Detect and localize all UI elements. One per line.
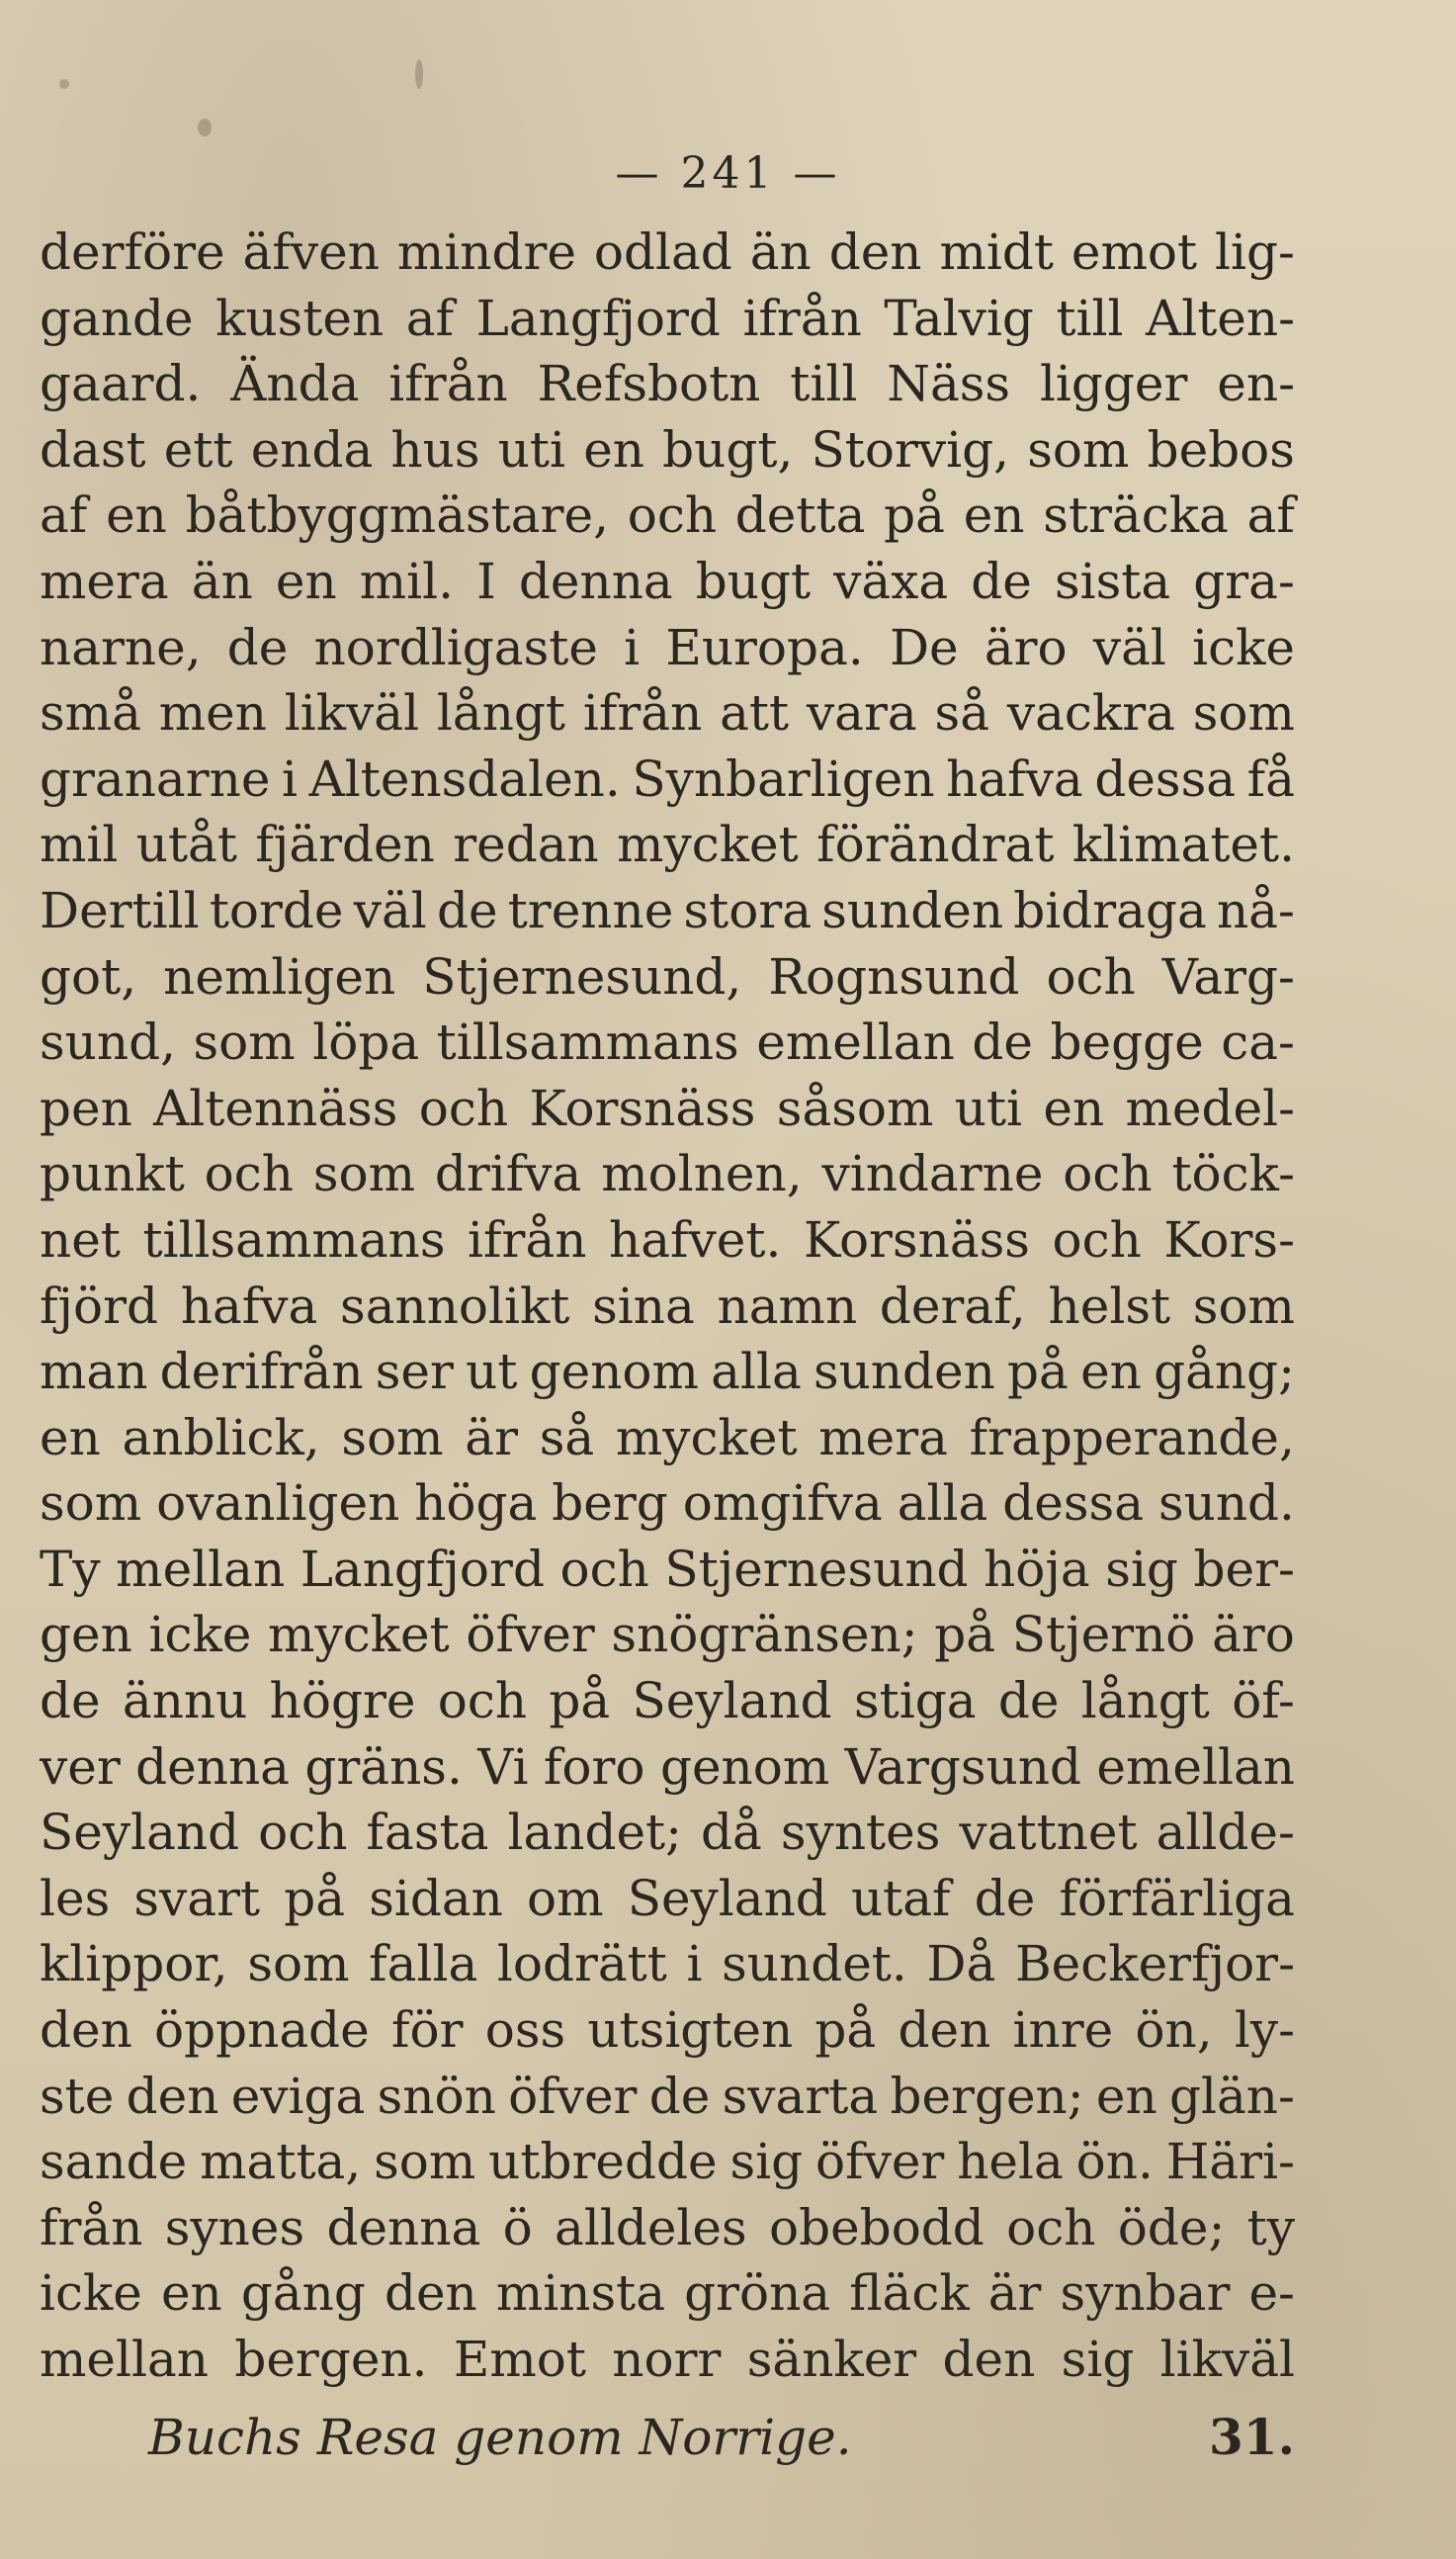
text-line: ste den eviga snön öfver de svarta bergen; en glän- — [40, 2067, 1295, 2125]
text-line: mellan bergen. Emot norr sänker den sig likväl — [40, 2331, 1295, 2388]
paper-spot — [415, 59, 423, 89]
text-line: ver denna gräns. Vi foro genom Vargsund emellan — [40, 1737, 1295, 1796]
text-line: mil utåt fjärden redan mycket förändrat klimatet. — [40, 816, 1295, 874]
text-line: Seyland och fasta landet; då syntes vattnet allde- — [40, 1804, 1295, 1862]
text-line: klippor, som falla lodrätt i sundet. Då Beckerfjor- — [40, 1935, 1295, 1993]
text-line: gaard. Ända ifrån Refsbotn till Näss ligger en- — [40, 355, 1295, 413]
text-line: les svart på sidan om Seyland utaf de förfärliga — [40, 1869, 1295, 1927]
text-line: mera än en mil. I denna bugt växa de sista gra- — [40, 552, 1295, 610]
text-line: Dertill torde väl de trenne stora sunden bidraga nå- — [40, 881, 1295, 939]
text-line: fjörd hafva sannolikt sina namn deraf, helst som — [40, 1277, 1295, 1335]
text-line: de ännu högre och på Seyland stiga de långt öf- — [40, 1672, 1295, 1730]
text-line: pen Altennäss och Korsnäss såsom uti en medel- — [40, 1079, 1295, 1137]
paper-spot — [59, 79, 69, 89]
text-line: från synes denna ö alldeles obebodd och öde; ty — [40, 2198, 1295, 2256]
text-line: den öppnade för oss utsigten på den inre ön, ly- — [40, 2001, 1295, 2060]
text-line: net tillsammans ifrån hafvet. Korsnäss och Kors- — [40, 1210, 1295, 1269]
page-number-header: — 241 — — [615, 148, 841, 199]
footer-title: Buchs Resa genom Norrige. — [148, 2409, 852, 2466]
text-line: icke en gång den minsta gröna fläck är synbar e- — [40, 2264, 1295, 2323]
text-line: en anblick, som är så mycket mera frapperande, — [40, 1408, 1295, 1466]
text-line: af en båtbyggmästare, och detta på en sträcka af — [40, 486, 1295, 545]
text-line: sund, som löpa tillsammans emellan de begge ca- — [40, 1014, 1295, 1072]
paper-spot — [198, 119, 212, 136]
page-footer — [148, 2408, 1295, 2466]
text-line: Ty mellan Langfjord och Stjernesund höja sig ber- — [40, 1540, 1295, 1598]
text-line: sande matta, som utbredde sig öfver hela ön. Häri- — [40, 2133, 1295, 2191]
text-line: gen icke mycket öfver snögränsen; på Stjernö äro — [40, 1606, 1295, 1664]
body-text — [40, 220, 1295, 2393]
text-line: som ovanligen höga berg omgifva alla dessa sund. — [40, 1474, 1295, 1533]
text-line: punkt och som drifva molnen, vindarne och töck- — [40, 1145, 1295, 1203]
text-line: gande kusten af Langfjord ifrån Talvig till Alten- — [40, 289, 1295, 347]
text-line: derföre äfven mindre odlad än den midt emot lig- — [40, 223, 1295, 281]
text-line: narne, de nordligaste i Europa. De äro väl icke — [40, 618, 1295, 676]
text-line: små men likväl långt ifrån att vara så vackra som — [40, 684, 1295, 743]
printer-signature: 31. — [1209, 2408, 1295, 2466]
text-line: granarne i Altensdalen. Synbarligen hafva dessa få — [40, 750, 1295, 808]
text-line: man derifrån ser ut genom alla sunden på en gång; — [40, 1343, 1295, 1401]
text-line: got, nemligen Stjernesund, Rognsund och Varg- — [40, 947, 1295, 1006]
text-line: dast ett enda hus uti en bugt, Storvig, som bebos — [40, 420, 1295, 479]
